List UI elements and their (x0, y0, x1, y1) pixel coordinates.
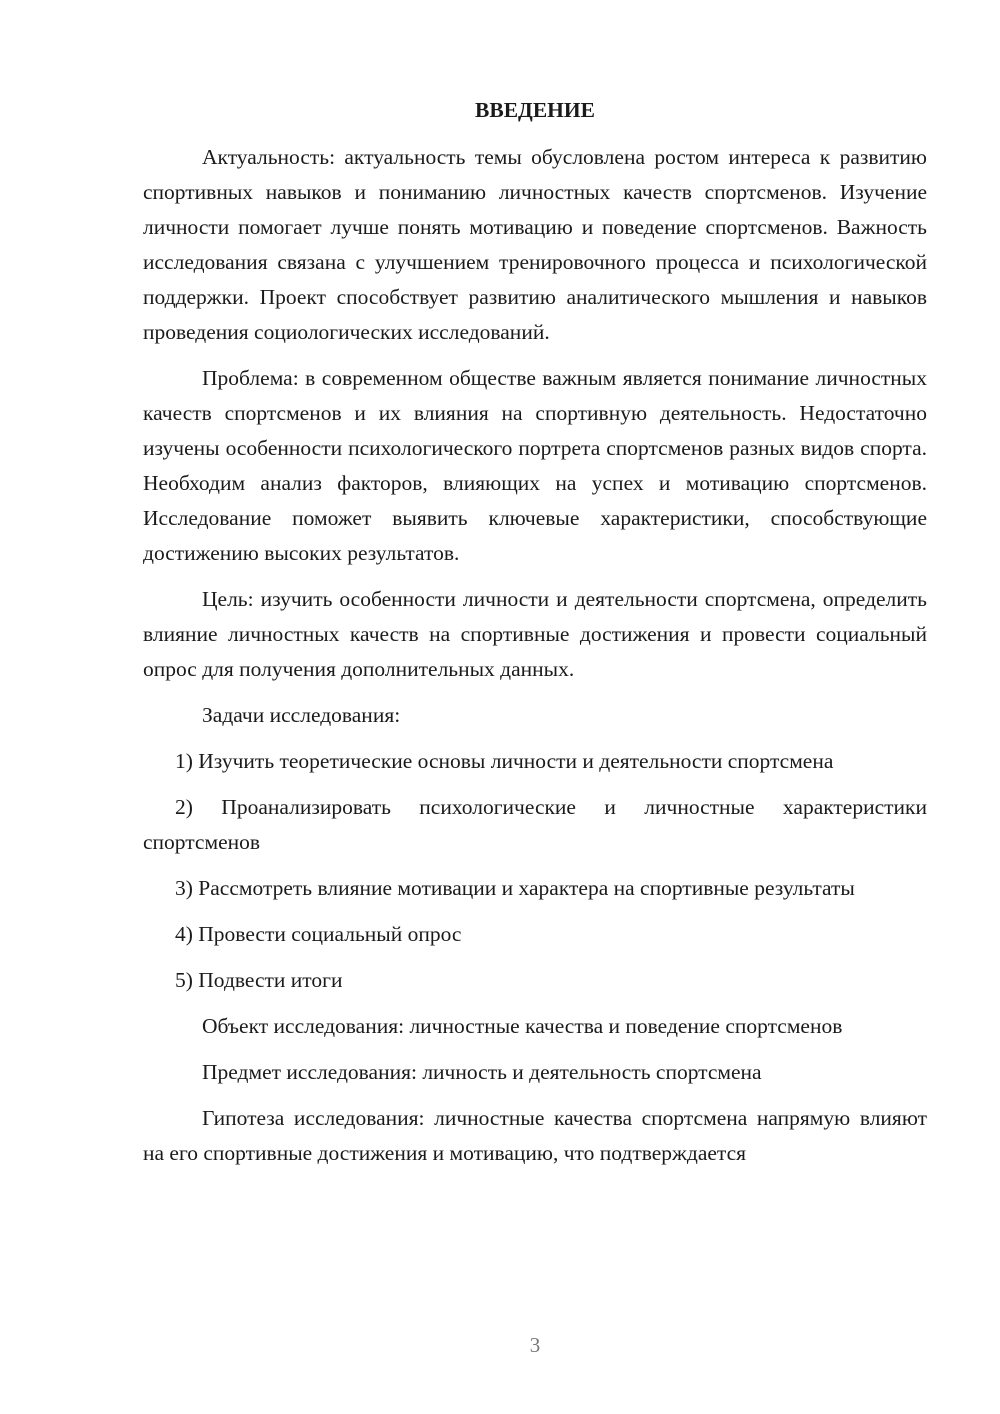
page-content (143, 95, 927, 1182)
page-number: 3 (529, 1333, 541, 1357)
task-item-1: 1) Изучить теоретические основы личности и деятельности спортсмена (175, 749, 834, 773)
goal-paragraph: Цель: изучить особенности личности и деятельности спортсмена, определить влияние личностных качеств на спортивные достижения и провести социальный опрос для получения дополнительных данных. (143, 587, 927, 681)
task-item-5: 5) Подвести итоги (175, 968, 343, 992)
section-heading: ВВЕДЕНИЕ (475, 98, 595, 122)
subject-paragraph: Предмет исследования: личность и деятельность спортсмена (202, 1060, 762, 1084)
task-item-4: 4) Провести социальный опрос (175, 922, 462, 946)
hypothesis-paragraph: Гипотеза исследования: личностные качества спортсмена напрямую влияют на его спортивные достижения и мотивацию, что подтверждается (143, 1106, 927, 1165)
task-item-3: 3) Рассмотреть влияние мотивации и характера на спортивные результаты (175, 876, 855, 900)
relevance-paragraph: Актуальность: актуальность темы обусловлена ростом интереса к развитию спортивных навыков и пониманию личностных качеств спортсменов. Изучение личности помогает лучше понять мотивацию и поведение спортсменов. Важность исследования связана с улучшением тренировочного процесса и психологической поддержки. Проект способствует развитию аналитического мышления и навыков проведения социологических исследований. (143, 145, 927, 344)
object-paragraph: Объект исследования: личностные качества и поведение спортсменов (202, 1014, 843, 1038)
tasks-heading: Задачи исследования: (202, 703, 401, 727)
problem-paragraph: Проблема: в современном обществе важным является понимание личностных качеств спортсменов и их влияния на спортивную деятельность. Недостаточно изучены особенности психологического портрета спортсменов разных видов спорта. Необходим анализ факторов, влияющих на успех и мотивацию спортсменов. Исследование поможет выявить ключевые характеристики, способствующие достижению высоких результатов. (143, 366, 927, 565)
task-item-2: 2) Проанализировать психологические и личностные характеристики спортсменов (143, 795, 927, 854)
